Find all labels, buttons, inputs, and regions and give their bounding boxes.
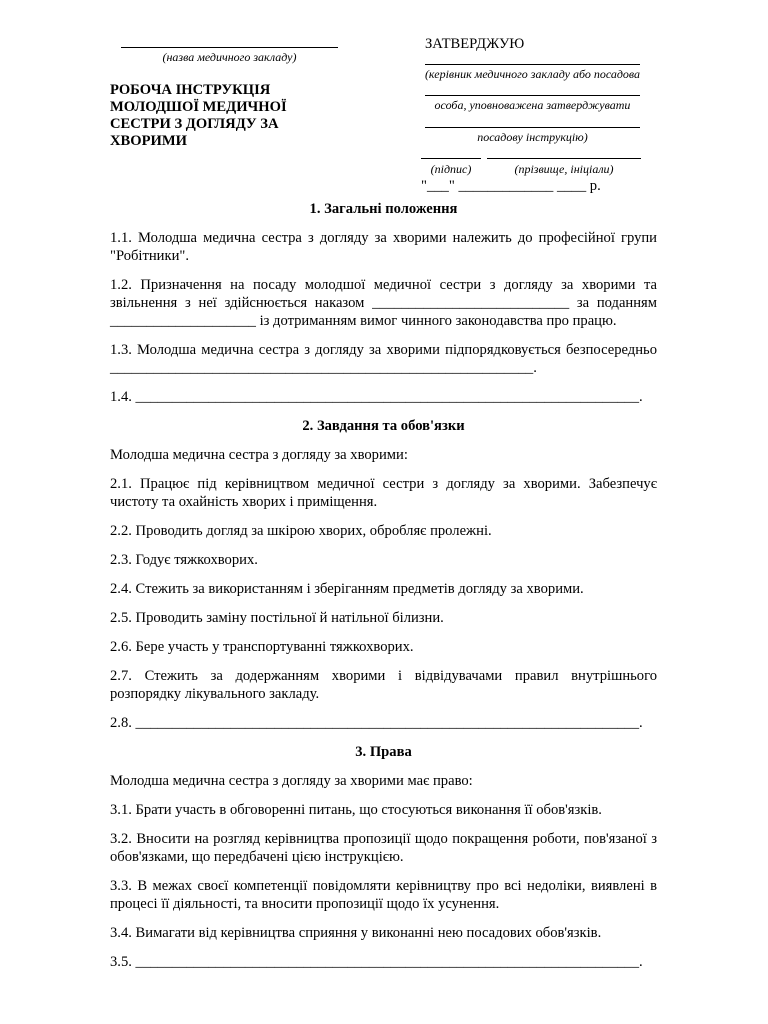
signature-line (421, 158, 481, 159)
paragraph: 3.4. Вимагати від керівництва сприяння у виконанні нею посадових обов'язків. (110, 925, 602, 941)
signature-caption: (підпис) (430, 162, 472, 176)
section-heading: 3. Права (355, 744, 412, 760)
paragraph: 2.5. Проводить заміну постільної й натільної білизни. (110, 610, 444, 626)
approval-date: "___" _____________ ____ р. (421, 178, 601, 194)
paragraph: 2.7. Стежить за додержанням хворими і відвідувачами правил внутрішнього розпорядку лікувального закладу. (110, 668, 657, 702)
document-title (110, 82, 350, 150)
paragraph: 3.2. Вносити на розгляд керівництва пропозиції щодо покращення роботи, пов'язаної з обов'язками, що передбачені цією інструкцією. (110, 831, 657, 865)
name-caption: (прізвище, ініціали) (514, 162, 614, 176)
paragraph: 2.3. Годує тяжкохворих. (110, 552, 258, 568)
paragraph: 1.2. Призначення на посаду молодшої медичної сестри з догляду за хворими та звільнення з неї здійснюється наказом ___________________________ за поданням ____________________ із дотриманням вимог чинного законодавства про працю. (110, 277, 657, 329)
title-line: РОБОЧА ІНСТРУКЦІЯ (110, 82, 271, 98)
section-heading: 2. Завдання та обов'язки (302, 418, 465, 434)
title-line: СЕСТРИ З ДОГЛЯДУ ЗА (110, 116, 279, 132)
title-line: МОЛОДШОЇ МЕДИЧНОЇ (110, 99, 287, 115)
approver-line-1 (425, 64, 640, 65)
institution-name-caption: (назва медичного закладу) (162, 50, 297, 64)
name-line (487, 158, 641, 159)
institution-name-line (121, 47, 338, 48)
paragraph: 2.6. Бере участь у транспортуванні тяжкохворих. (110, 639, 414, 655)
section-heading: 1. Загальні положення (309, 201, 458, 217)
paragraph: 2.4. Стежить за використанням і зберіганням предметів догляду за хворими. (110, 581, 584, 597)
paragraph: 3.1. Брати участь в обговоренні питань, що стосуються виконання її обов'язків. (110, 802, 602, 818)
paragraph: 1.4. _____________________________________________________________________. (110, 389, 643, 405)
title-line: ХВОРИМИ (110, 133, 188, 149)
paragraph: 2.8. _____________________________________________________________________. (110, 715, 643, 731)
approver-caption-3: посадову інструкцію) (477, 130, 588, 144)
approver-caption-2: особа, уповноважена затверджувати (434, 98, 631, 112)
approver-line-3 (425, 127, 640, 128)
paragraph: Молодша медична сестра з догляду за хворими має право: (110, 773, 473, 789)
paragraph: 1.3. Молодша медична сестра з догляду за хворими підпорядковується безпосередньо __________________________________________________________. (110, 342, 657, 376)
paragraph: 3.3. В межах своєї компетенції повідомляти керівництву про всі недоліки, виявлені в процесі її діяльності, та вносити пропозиції щодо їх усунення. (110, 878, 657, 912)
approver-caption-1: (керівник медичного закладу або посадова (424, 67, 641, 81)
approver-line-2 (425, 95, 640, 96)
instruction-body (110, 200, 657, 982)
paragraph: 2.2. Проводить догляд за шкірою хворих, обробляє пролежні. (110, 523, 492, 539)
paragraph: 2.1. Працює під керівництвом медичної сестри з догляду за хворими. Забезпечує чистоту та охайність хворих і приміщення. (110, 476, 657, 510)
paragraph: Молодша медична сестра з догляду за хворими: (110, 447, 408, 463)
approve-label: ЗАТВЕРДЖУЮ (425, 36, 525, 52)
paragraph: 3.5. _____________________________________________________________________. (110, 954, 643, 970)
paragraph: 1.1. Молодша медична сестра з догляду за хворими належить до професійної групи "Робітники". (110, 230, 657, 264)
